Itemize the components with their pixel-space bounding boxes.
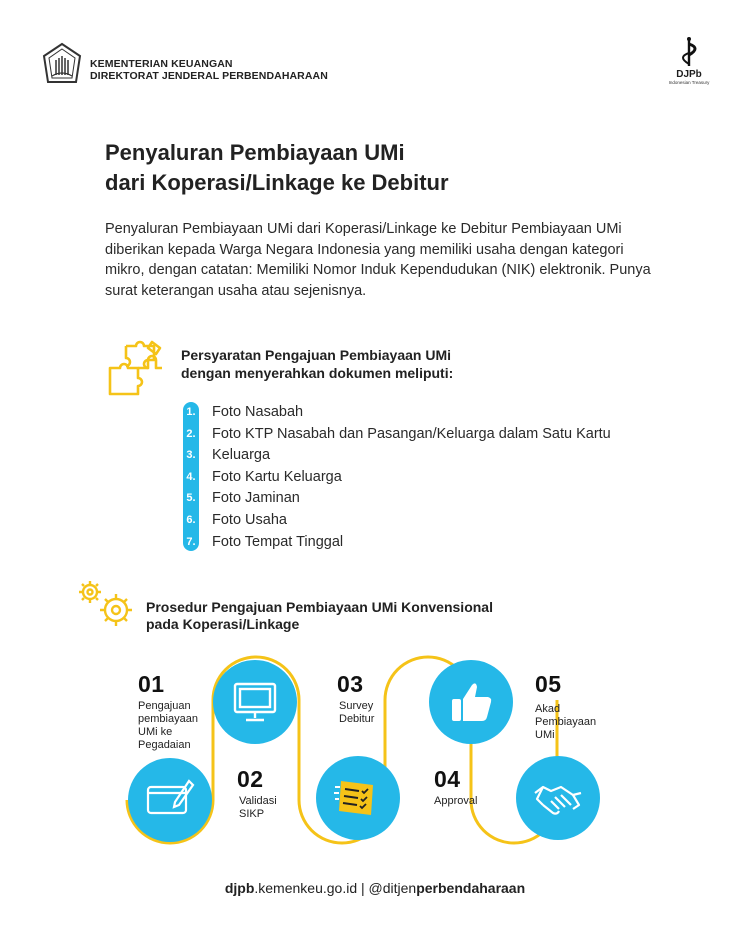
list-item [183,467,611,489]
list-item [183,445,611,467]
tablet-pen-icon [145,775,195,825]
step-label: Pengajuan pembiayaan UMi ke Pegadaian [138,700,198,751]
footer-social-bold: perbendaharaan [416,880,526,896]
header [0,0,750,110]
intro-paragraph: Penyaluran Pembiayaan UMi dari Koperasi/Linkage ke Debitur Pembiayaan UMi diberikan kepada Warga Negara Indonesia yang memiliki usaha dengan kategori mikro, dengan catatan: Memiliki Nomor Induk Kependudukan (NIK) elektronik. Punya surat keterangan usaha atau sejenisnya. [105,221,651,299]
gears-icon [76,576,136,632]
list-item [183,532,611,554]
footer [0,880,750,896]
step-circle [429,660,513,744]
list-item [183,424,611,446]
step-label: Approval [434,795,478,807]
procedure-heading-line-1: Prosedur Pengajuan Pembiayaan UMi Konvensional [146,599,493,615]
title-line-2: dari Koperasi/Linkage ke Debitur [105,170,449,195]
requirements-list [183,402,611,553]
footer-separator: | [357,880,369,896]
footer-social-prefix: @ditjen [368,880,417,896]
list-item-number: 3. [186,449,196,462]
list-item-number: 7. [186,535,196,548]
step-number: 03 [337,671,364,697]
list-item-text: Foto Jaminan [212,490,300,507]
handshake-icon [533,773,583,823]
step-circle [128,758,212,842]
requirements-heading-line-2: dengan menyerahkan dokumen meliputi: [181,365,454,381]
step-label: Survey Debitur [339,700,375,725]
list-item [183,488,611,510]
list-item [183,402,611,424]
step-circle [213,660,297,744]
step-label: Akad Pembiayaan UMi [535,703,597,741]
org-line-2: DIREKTORAT JENDERAL PERBENDAHARAAN [90,70,328,82]
page-title [105,138,665,198]
procedure-heading [146,599,596,633]
requirements-heading-line-1: Persyaratan Pengajuan Pembiayaan UMi [181,347,451,363]
thumbs-up-icon [446,677,496,727]
org-line-1: KEMENTERIAN KEUANGAN [90,58,233,70]
list-item-number: 4. [186,470,196,483]
requirements-heading [181,346,581,382]
djpb-name: DJPb [676,69,702,80]
puzzle-icon [104,338,166,396]
organization-name [90,58,328,82]
djpb-logo-icon [673,36,705,70]
djpb-tagline: Indonesian Treasury [668,80,710,85]
footer-site-bold[interactable]: djpb [224,880,255,896]
list-item-number: 1. [186,406,196,418]
checklist-icon [333,773,383,823]
footer-site-rest[interactable]: .kemenkeu.go.id [254,880,358,896]
list-item-text: Foto Usaha [212,511,287,528]
list-item [183,510,611,532]
step-number: 05 [535,671,562,697]
step-number: 01 [138,671,165,697]
list-item-number: 6. [186,513,196,526]
list-item-text: Keluarga [212,447,271,464]
list-item-number: 2. [186,427,196,440]
djpb-logo [664,36,714,94]
kemenkeu-emblem-icon [42,42,82,86]
list-item-number: 5. [186,492,196,505]
step-number: 04 [434,766,461,792]
step-label: Validasi SIKP [239,795,277,820]
step-circle [516,756,600,840]
list-item-text: Foto Nasabah [212,404,304,420]
step-number: 02 [237,766,264,792]
title-line-1: Penyaluran Pembiayaan UMi [105,140,405,165]
step-circle [316,756,400,840]
list-item-text: Foto Tempat Tinggal [212,533,344,550]
list-item-text: Foto KTP Nasabah dan Pasangan/Keluarga dalam Satu Kartu [212,425,611,442]
monitor-icon [230,677,280,727]
procedure-heading-line-2: pada Koperasi/Linkage [146,616,300,632]
list-item-text: Foto Kartu Keluarga [212,468,342,485]
